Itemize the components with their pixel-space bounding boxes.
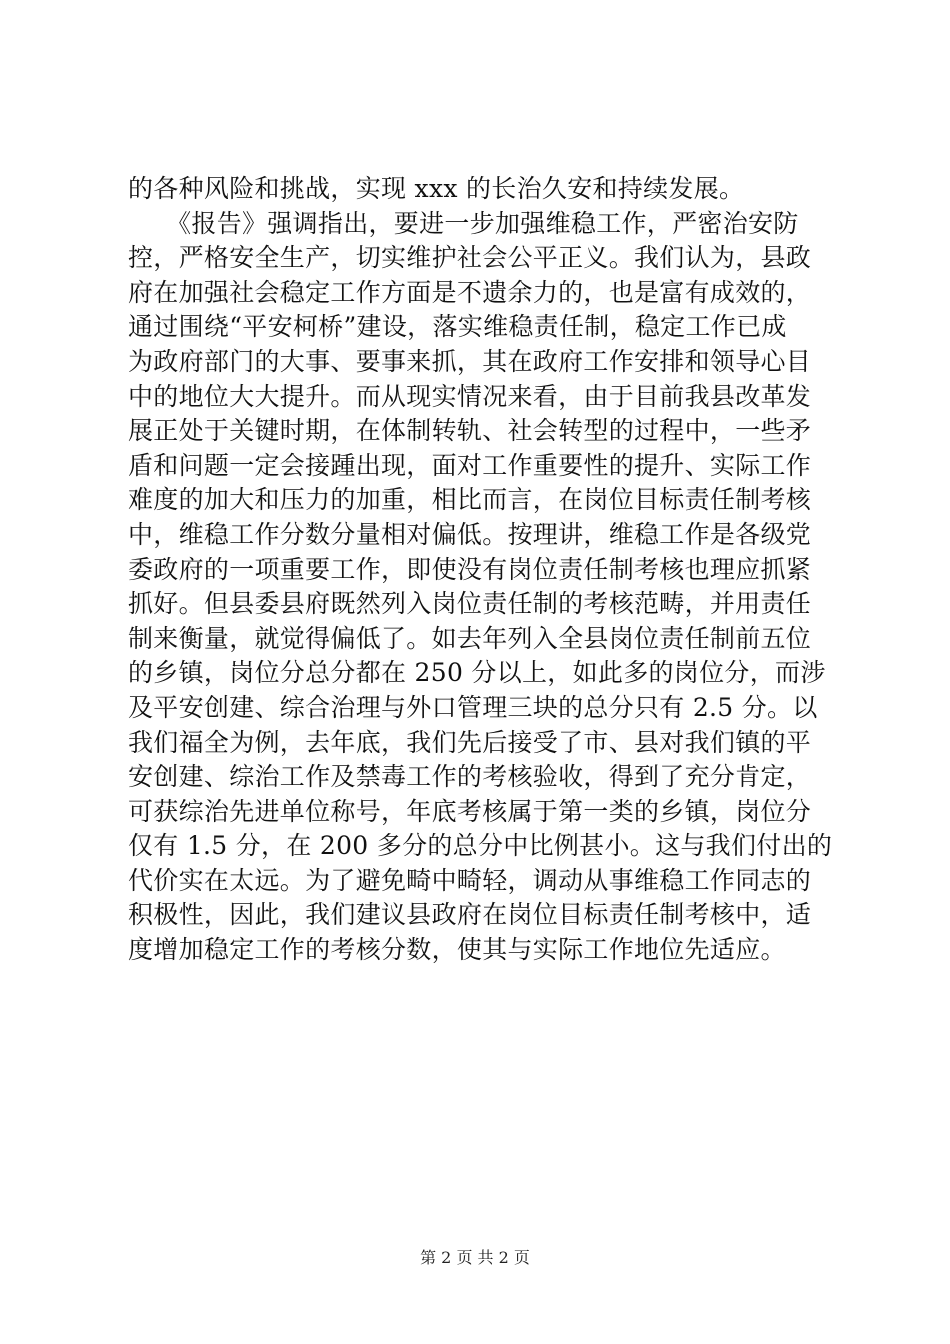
text-line: 难度的加大和压力的加重，相比而言，在岗位目标责任制考核 xyxy=(128,485,812,515)
text-line: 度增加稳定工作的考核分数，使其与实际工作地位先适应。 xyxy=(128,935,786,965)
text-line: 委政府的一项重要工作，即使没有岗位责任制考核也理应抓紧 xyxy=(128,554,812,584)
text-line: 府在加强社会稳定工作方面是不遗余力的，也是富有成效的， xyxy=(128,277,812,307)
text-line: 积极性，因此，我们建议县政府在岗位目标责任制考核中，适 xyxy=(128,900,812,930)
body-paragraphs xyxy=(128,172,838,968)
text-line: 通过围绕“平安柯桥”建设，落实维稳责任制，稳定工作已成 xyxy=(128,312,787,342)
text-line: 抓好。但县委县府既然列入岗位责任制的考核范畴，并用责任 xyxy=(128,589,812,619)
text-line: 制来衡量，就觉得偏低了。如去年列入全县岗位责任制前五位 xyxy=(128,623,812,653)
text-line: 中，维稳工作分数分量相对偏低。按理讲，维稳工作是各级党 xyxy=(128,519,812,549)
text-line: 控，严格安全生产，切实维护社会公平正义。我们认为，县政 xyxy=(128,243,812,273)
text-line: 盾和问题一定会接踵出现，面对工作重要性的提升、实际工作 xyxy=(128,450,812,480)
text-line: 安创建、综治工作及禁毒工作的考核验收，得到了充分肯定， xyxy=(128,762,812,792)
text-line: 我们福全为例，去年底，我们先后接受了市、县对我们镇的平 xyxy=(128,727,812,757)
text-line: 《报告》强调指出，要进一步加强维稳工作，严密治安防 xyxy=(128,208,799,238)
text-line: 的乡镇，岗位分总分都在 250 分以上，如此多的岗位分，而涉 xyxy=(128,658,826,688)
text-line: 展正处于关键时期，在体制转轨、社会转型的过程中，一些矛 xyxy=(128,416,812,446)
text-line: 可获综治先进单位称号，年底考核属于第一类的乡镇，岗位分 xyxy=(128,796,812,826)
text-line: 的各种风险和挑战，实现 xxx 的长治久安和持续发展。 xyxy=(128,174,745,203)
page-number-footer: 第 2 页 共 2 页 xyxy=(420,1248,530,1267)
text-line: 代价实在太远。为了避免畸中畸轻，调动从事维稳工作同志的 xyxy=(128,865,812,895)
text-line: 仅有 1.5 分，在 200 多分的总分中比例甚小。这与我们付出的 xyxy=(128,831,833,861)
text-line: 中的地位大大提升。而从现实情况来看，由于目前我县改革发 xyxy=(128,381,812,411)
text-line: 及平安创建、综合治理与外口管理三块的总分只有 2.5 分。以 xyxy=(128,692,818,722)
text-line: 为政府部门的大事、要事来抓，其在政府工作安排和领导心目 xyxy=(128,346,812,376)
